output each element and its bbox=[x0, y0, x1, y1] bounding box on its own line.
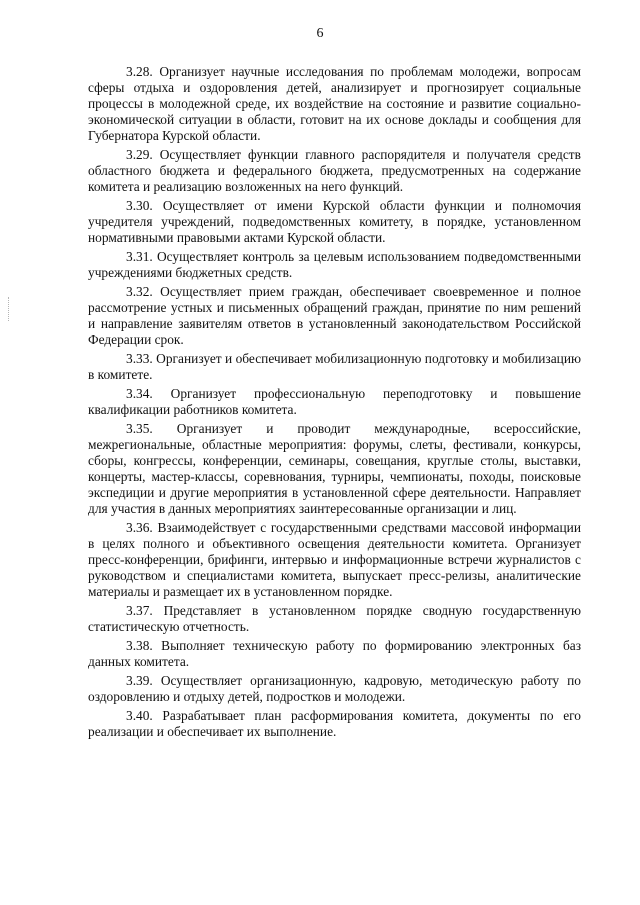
document-body bbox=[88, 64, 581, 743]
paragraph-3-37: 3.37. Представляет в установленном порядке сводную государственную статистическую отчетность. bbox=[88, 603, 581, 634]
paragraph-3-33: 3.33. Организует и обеспечивает мобилизационную подготовку и мобилизацию в комитете. bbox=[88, 351, 581, 382]
paragraph-3-34: 3.34. Организует профессиональную переподготовку и повышение квалификации работников комитета. bbox=[88, 386, 581, 417]
paragraph-3-30: 3.30. Осуществляет от имени Курской области функции и полномочия учредителя учреждений, подведомственных комитету, в порядке, установленном нормативными правовыми актами Курской области. bbox=[88, 198, 581, 245]
paragraph-3-38: 3.38. Выполняет техническую работу по формированию электронных баз данных комитета. bbox=[88, 638, 581, 669]
paragraph-3-35: 3.35. Организует и проводит международные, всероссийские, межрегиональные, областные мероприятия: форумы, слеты, фестивали, конкурсы, сборы, конгрессы, конференции, семинары, совещания, круглые столы, выставки, концерты, мастер-классы, соревнования, турниры, чемпионаты, походы, поисковые экспедиции и другие мероприятия в установленной сфере деятельности. Направляет для участия в данных мероприятиях заинтересованные организации и лиц. bbox=[88, 421, 581, 516]
paragraph-3-32: 3.32. Осуществляет прием граждан, обеспечивает своевременное и полное рассмотрение устных и письменных обращений граждан, принятие по ним решений и направление заявителям ответов в установленный законодательством Российской Федерации срок. bbox=[88, 284, 581, 347]
paragraph-3-29: 3.29. Осуществляет функции главного распорядителя и получателя средств областного бюджета и федерального бюджета, предусмотренных на содержание комитета и реализацию возложенных на него функций. bbox=[88, 147, 581, 194]
paragraph-3-31: 3.31. Осуществляет контроль за целевым использованием подведомственными учреждениями бюджетных средств. bbox=[88, 249, 581, 280]
page-number: 6 bbox=[316, 26, 324, 41]
margin-mark bbox=[8, 297, 9, 321]
paragraph-3-28: 3.28. Организует научные исследования по проблемам молодежи, вопросам сферы отдыха и оздоровления детей, анализирует и прогнозирует социальные процессы в молодежной среде, их воздействие на состояние и развитие социально-экономической ситуации в области, готовит на их основе доклады и сообщения для Губернатора Курской области. bbox=[88, 64, 581, 143]
paragraph-3-40: 3.40. Разрабатывает план расформирования комитета, документы по его реализации и обеспечивает их выполнение. bbox=[88, 708, 581, 739]
paragraph-3-36: 3.36. Взаимодействует с государственными средствами массовой информации в целях полного и объективного освещения деятельности комитета. Организует пресс-конференции, брифинги, интервью и информационные встречи журналистов с руководством и специалистами комитета, выпускает пресс-релизы, аналитические материалы и размещает их в установленном порядке. bbox=[88, 520, 581, 599]
paragraph-3-39: 3.39. Осуществляет организационную, кадровую, методическую работу по оздоровлению и отдыху детей, подростков и молодежи. bbox=[88, 673, 581, 704]
